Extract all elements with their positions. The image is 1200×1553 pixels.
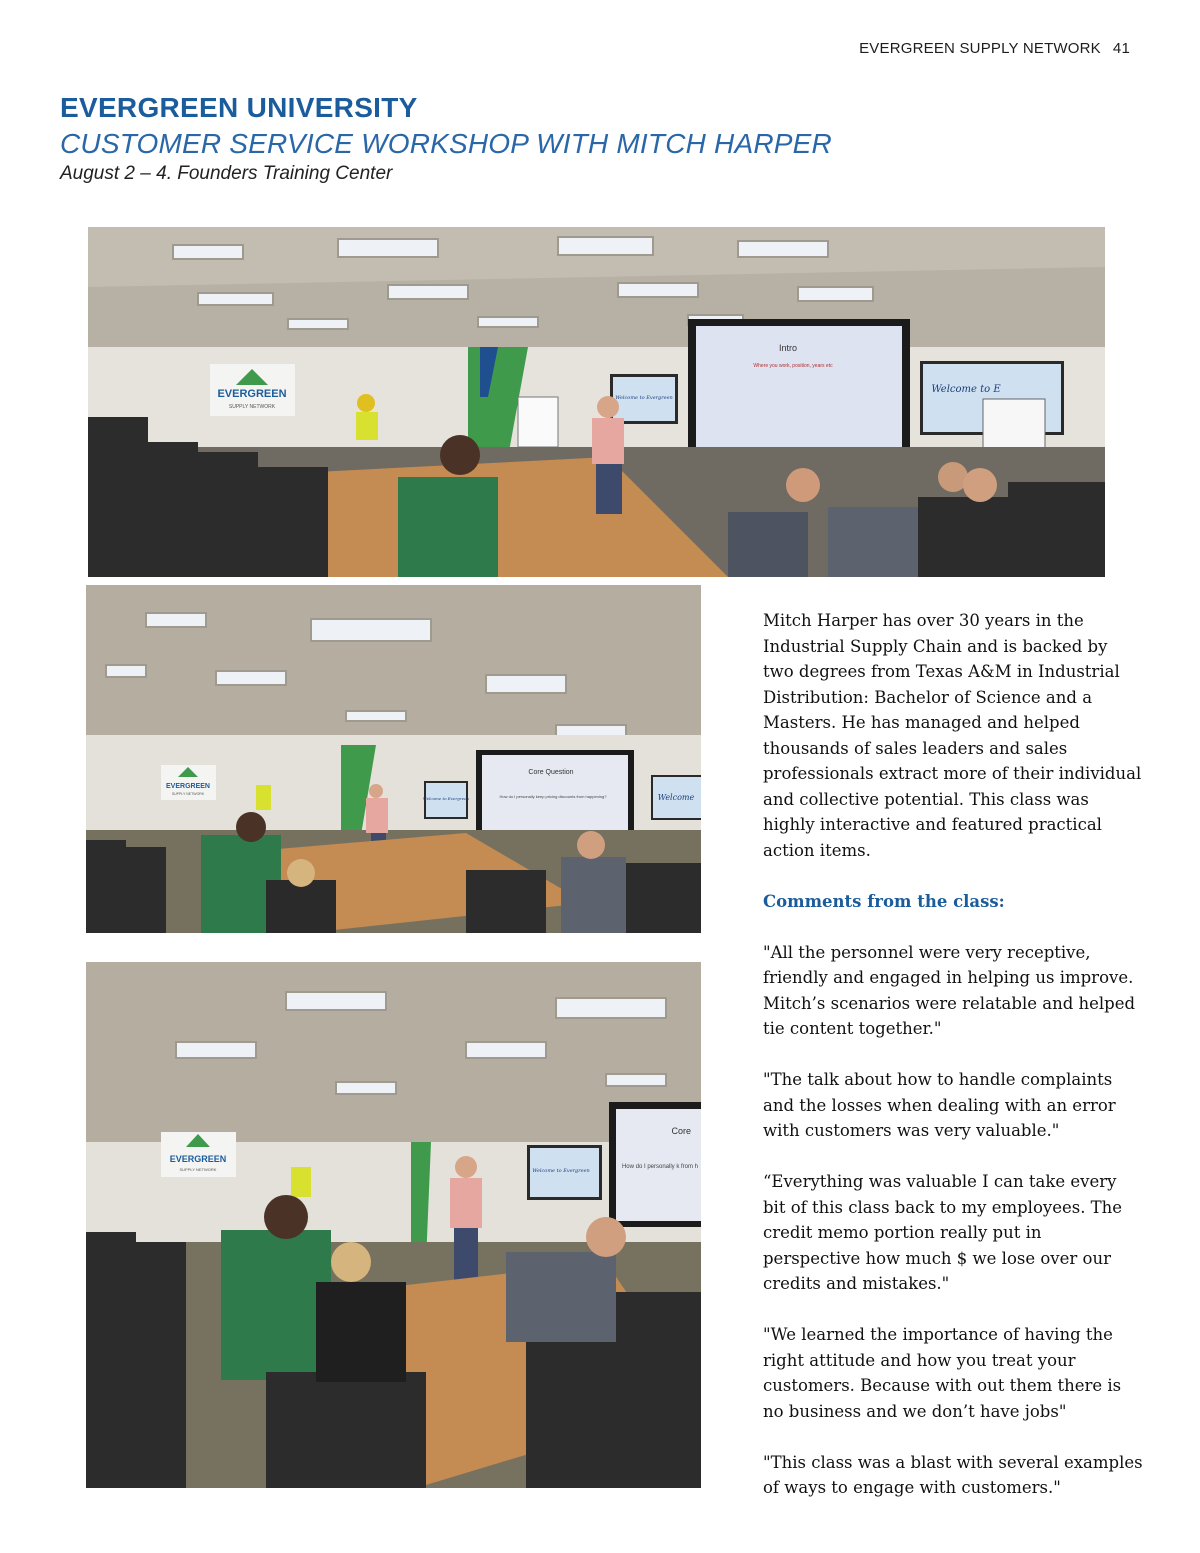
- tv-left-text: Welcome to Evergreen: [532, 1168, 590, 1174]
- comment-quote: “Everything was valuable I can take every bit of this class back to my employees. The credit memo portion really put in perspective how much $ we lose over our credits and mistakes.": [763, 1172, 1123, 1293]
- comment-quote: "This class was a blast with several examples of ways to engage with customers.": [763, 1452, 1143, 1497]
- workshop-photo-intro: [88, 227, 1105, 577]
- publication-name: EVERGREEN SUPPLY NETWORK: [859, 40, 1101, 57]
- tv-right-text: Welcome to E: [931, 384, 1001, 395]
- tv-left-text: Welcome to Evergreen: [422, 796, 470, 801]
- projector-screen-text: How do I personally k from h: [621, 1164, 698, 1170]
- sign-brand-tagline: SUPPLY NETWORK: [171, 792, 205, 796]
- page-subtitle: CUSTOMER SERVICE WORKSHOP WITH MITCH HARPER: [60, 128, 832, 159]
- article-body: [763, 608, 1143, 1526]
- running-header: [859, 40, 1130, 57]
- sign-brand-name: EVERGREEN: [166, 783, 210, 790]
- sign-brand-name: EVERGREEN: [217, 388, 287, 400]
- sign-brand-tagline: SUPPLY NETWORK: [228, 404, 276, 410]
- speaker-bio: Mitch Harper has over 30 years in the Industrial Supply Chain and is backed by two degrees from Texas A&M in Industrial Distribution: Bachelor of Science and a Masters. He has managed and helped thousands of sales leaders and sales professionals extract more of their individual and collective potential. This class was highly interactive and featured practical action items.: [763, 611, 1142, 860]
- sign-brand-tagline: SUPPLY NETWORK: [179, 1167, 217, 1172]
- tv-right-text: Welcome: [657, 793, 695, 802]
- projector-screen-text: Where you work, position, years etc: [753, 363, 833, 369]
- page-title: EVERGREEN UNIVERSITY: [60, 92, 418, 123]
- comment-quote: "We learned the importance of having the right attitude and how you treat your customers. Because with out them there is no business and we don’t have jobs": [763, 1325, 1122, 1421]
- tv-left-text: Welcome to Evergreen: [615, 395, 673, 401]
- comment-quote: "The talk about how to handle complaints and the losses when dealing with an error with customers was very valuable.": [763, 1070, 1116, 1140]
- comments-heading: Comments from the class:: [763, 891, 1005, 911]
- projector-screen-title: Intro: [778, 343, 798, 353]
- event-dateline: August 2 – 4. Founders Training Center: [60, 163, 393, 184]
- sign-brand-name: EVERGREEN: [169, 1154, 227, 1164]
- workshop-photo-core-question: [86, 585, 701, 933]
- page-number: 41: [1112, 40, 1130, 57]
- projector-screen-title: Core: [671, 1126, 691, 1136]
- workshop-photo-discussion: [86, 962, 701, 1488]
- projector-screen-text: How do I personally keep pricing discounts from happening?: [499, 794, 607, 799]
- projector-screen-title: Core Question: [528, 769, 574, 776]
- comment-quote: "All the personnel were very receptive, friendly and engaged in helping us improve. Mitch’s scenarios were relatable and helped tie content together.": [763, 942, 1136, 1038]
